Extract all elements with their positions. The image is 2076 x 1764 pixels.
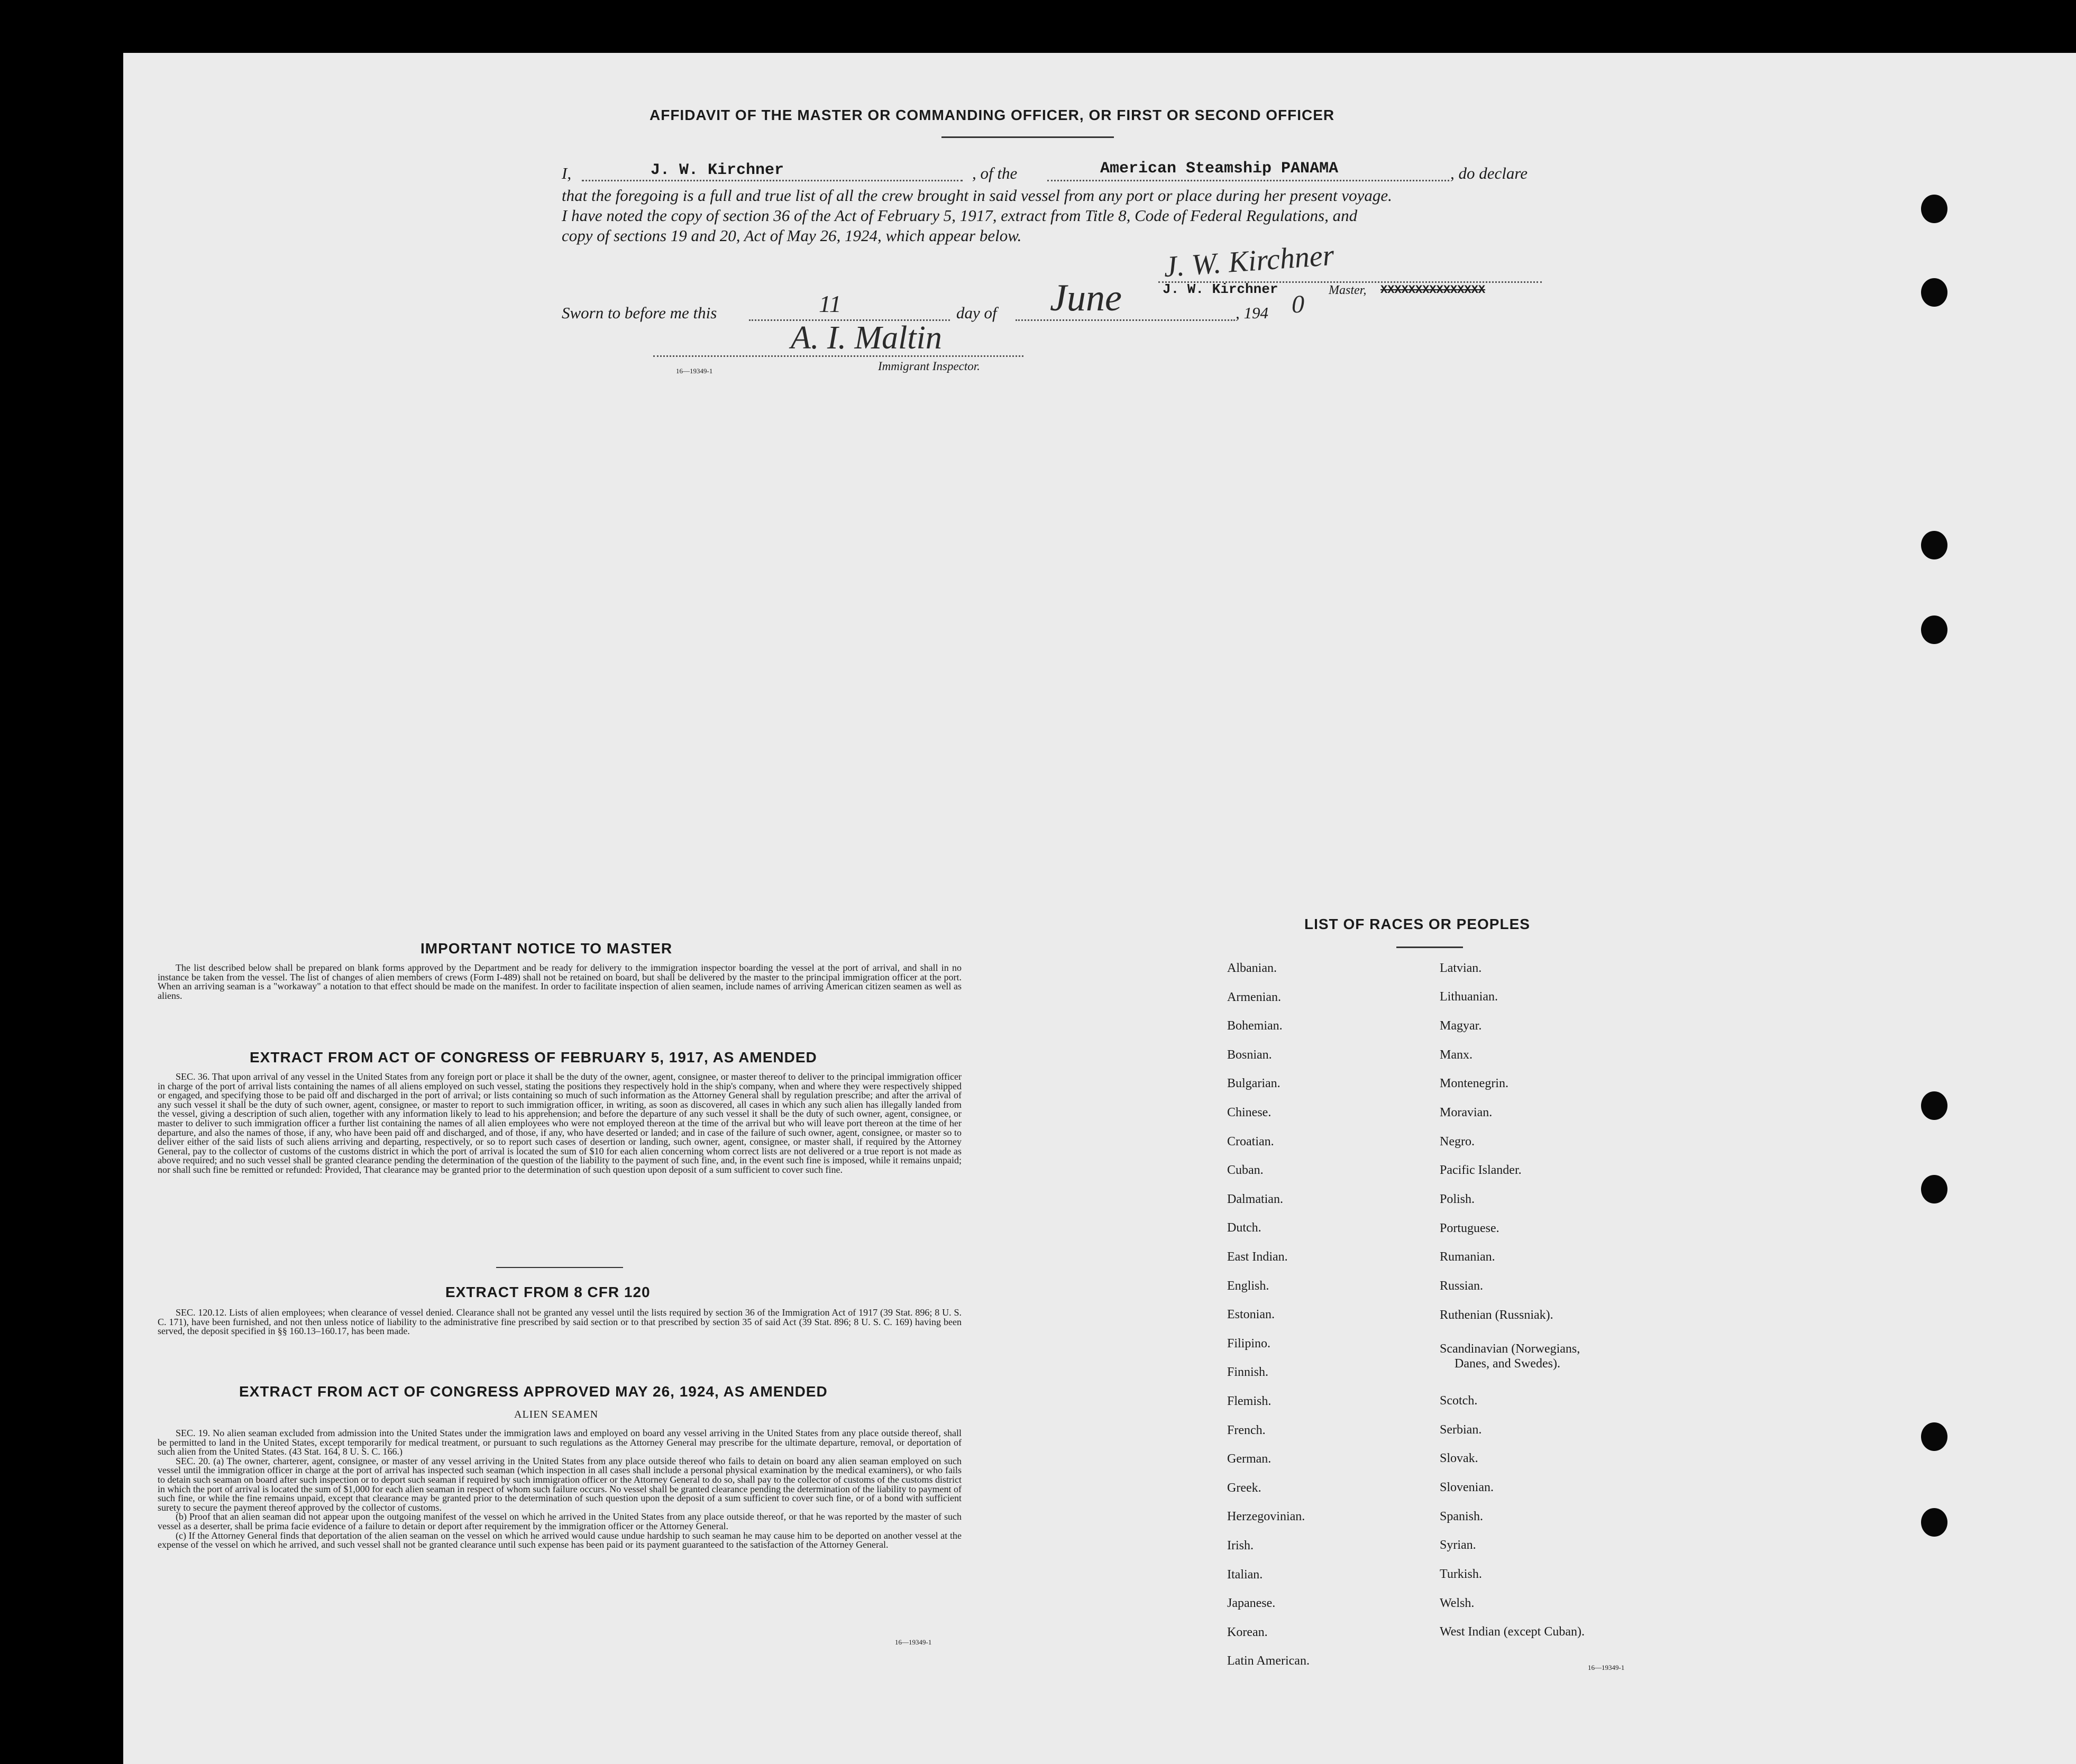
races-form-number: 16—19349-1 (1588, 1664, 1625, 1671)
race-item: Armenian. (1227, 990, 1281, 1004)
race-item: Dalmatian. (1227, 1192, 1283, 1206)
sec-19-paragraph: SEC. 19. No alien seaman excluded from admission into the United States under the immigration laws and employed on board any vessel arriving in the United States from any place outside thereof, shall be permitted to land in the United States, except temporarily for medical treatment, or pursuant to such regulations as the Attorney General may prescribe for the ultimate departure, removal, or deportation of such alien from the United States. (43 Stat. 164, 8 U. S. C. 166.) (158, 1428, 962, 1457)
sec-20a-paragraph: SEC. 20. (a) The owner, charterer, agent, consignee, or master of any vessel arriving in the United States from any place outside thereof who fails to detain on board any alien seaman employed on such vessel until the immigration officer in charge at the port of arrival has inspected such seaman (which inspection in all cases shall include a personal physical examination by the medical examiners), or who fails to detain such seaman on board after such inspection or to deport such seaman if required by such immigration officer or the Attorney General to do so, shall pay to the collector of customs of the customs district in which the port of arrival is located the sum of $1,000 for each alien seaman in respect of whom such failure occurs. No vessel shall be granted clearance pending the determination of the liability to payment of such fine, or while the fine remains unpaid, except that clearance may be granted prior to the determination of such question upon the deposit of a sum sufficient to cover such fine, or of a bond with sufficient surety to secure the payment thereof approved by the collector of customs. (158, 1455, 962, 1513)
affidavit-line-4: copy of sections 19 and 20, Act of May 26, 1924, which appear below. (562, 226, 1022, 245)
races-title: LIST OF RACES OR PEOPLES (1304, 916, 1530, 932)
inspector-line (653, 355, 1023, 357)
race-item: Serbian. (1440, 1423, 1482, 1437)
race-item: English. (1227, 1279, 1269, 1293)
vessel-line (1047, 180, 1449, 181)
races-rule (1396, 947, 1463, 948)
declarant-prefix: I, (562, 164, 572, 182)
race-item: Russian. (1440, 1279, 1484, 1293)
extract-cfr-body (158, 1308, 962, 1336)
affidavit-line-2: that the foregoing is a full and true list of all the crew brought in said vessel from any port or place during her present voyage. (562, 186, 1392, 205)
sec-120-12-paragraph: SEC. 120.12. Lists of alien employees; when clearance of vessel denied. Clearance shall not be granted any vessel until the lists required by section 36 of the Immigration Act of 1917 (39 Stat. 896; 8 U. S. C. 171), have been furnished, and not then unless notice of liability to the administrative fine prescribed by said section or to that prescribed by section 35 of said Act (39 Stat. 896; 8 U. S. C. 169) having been served, the deposit specified in §§ 160.13–160.17, has been made. (158, 1307, 962, 1337)
inspector-signature: A. I. Maltin (791, 320, 942, 356)
extract-1924-title: EXTRACT FROM ACT OF CONGRESS APPROVED MAY 26, 1924, AS AMENDED (239, 1383, 828, 1400)
master-signature: J. W. Kirchner (1163, 238, 1336, 284)
race-item: Italian. (1227, 1568, 1263, 1582)
race-item: Spanish. (1440, 1510, 1484, 1523)
race-item: French. (1227, 1423, 1266, 1437)
race-item: Scandinavian (Norwegians, (1440, 1342, 1580, 1356)
punch-hole (1921, 531, 1947, 559)
cfr-rule (496, 1267, 623, 1268)
race-item: Rumanian. (1440, 1250, 1495, 1264)
vessel-name: American Steamship PANAMA (1100, 160, 1339, 178)
struck-officer-title: XXXXXXXXXXXXXXX (1380, 283, 1486, 297)
race-item: Syrian. (1440, 1538, 1476, 1552)
race-item: Bulgarian. (1227, 1077, 1281, 1090)
punch-hole (1921, 195, 1947, 223)
race-item: Danes, and Swedes). (1455, 1357, 1560, 1371)
notice-paragraph: The list described below shall be prepared on blank forms approved by the Department and be ready for delivery to the immigration inspector boarding the vessel at the port of arrival, and shall in no instance be taken from the vessel. The list of changes of alien members of crews (Form I-489) shall not be retained on board, but shall be delivered by the master to the principal immigration officer at the port. When an arriving seaman is a "workaway" a notation to that effect should be made on the manifest. In order to facilitate inspection of alien seamen, include names of arriving American citizen seamen as well as aliens. (158, 962, 962, 1001)
race-item: Estonian. (1227, 1308, 1275, 1321)
do-declare-label: , do declare (1450, 164, 1528, 182)
race-item: Finnish. (1227, 1365, 1269, 1379)
punch-hole (1921, 1422, 1947, 1451)
extract-cfr-title: EXTRACT FROM 8 CFR 120 (445, 1284, 651, 1300)
sworn-month-line (1016, 319, 1235, 321)
notice-body (158, 963, 962, 1000)
race-item: Turkish. (1440, 1567, 1482, 1581)
race-item: Japanese. (1227, 1596, 1276, 1610)
race-item: Portuguese. (1440, 1221, 1499, 1235)
affidavit-title: AFFIDAVIT OF THE MASTER OR COMMANDING OFFICER, OR FIRST OR SECOND OFFICER (650, 107, 1335, 123)
race-item: Latvian. (1440, 961, 1482, 975)
sworn-month: June (1050, 277, 1122, 319)
race-item: Dutch. (1227, 1221, 1261, 1235)
title-rule (941, 136, 1114, 138)
alien-seamen-subtitle: ALIEN SEAMEN (514, 1409, 599, 1420)
race-item: Bosnian. (1227, 1048, 1272, 1062)
race-item: Chinese. (1227, 1106, 1272, 1119)
race-item: Cuban. (1227, 1163, 1264, 1177)
declarant-line (582, 180, 963, 181)
race-item: Filipino. (1227, 1337, 1271, 1350)
race-item: Welsh. (1440, 1596, 1475, 1610)
race-item: Magyar. (1440, 1019, 1482, 1033)
affidavit-line-3: I have noted the copy of section 36 of the Act of February 5, 1917, extract from Title 8, Code of Federal Regulations, and (562, 206, 1358, 225)
day-of-label: day of (956, 304, 997, 322)
race-item: Slovak. (1440, 1451, 1478, 1465)
extract-1917-body (158, 1072, 962, 1175)
punch-hole (1921, 1508, 1947, 1537)
inspector-label: Immigrant Inspector. (878, 360, 980, 373)
declarant-name: J. W. Kirchner (651, 161, 784, 179)
race-item: Latin American. (1227, 1654, 1310, 1668)
race-item: Negro. (1440, 1135, 1475, 1149)
race-item: Korean. (1227, 1625, 1268, 1639)
affidavit-form-number: 16—19349-1 (676, 367, 713, 375)
extract-1924-body (158, 1429, 962, 1550)
race-item: East Indian. (1227, 1250, 1288, 1264)
punch-hole (1921, 1175, 1947, 1203)
race-item: Greek. (1227, 1481, 1261, 1495)
race-item: Pacific Islander. (1440, 1163, 1522, 1177)
race-item: Ruthenian (Russniak). (1440, 1308, 1553, 1322)
punch-hole (1921, 1091, 1947, 1120)
extract-1917-title: EXTRACT FROM ACT OF CONGRESS OF FEBRUARY 5, 1917, AS AMENDED (250, 1049, 817, 1065)
race-item: Manx. (1440, 1048, 1473, 1062)
sec-20c-paragraph: (c) If the Attorney General finds that deportation of the alien seaman on the vessel on which he arrived would cause undue hardship to such seaman he may cause him to be deported on another vessel at the expense of the vessel on which he arrived, and such vessel shall not be granted clearance until such expense has been paid or its payment guaranteed to the satisfaction of the Attorney General. (158, 1530, 962, 1550)
of-the-label: , of the (972, 164, 1018, 182)
notice-form-number: 16—19349-1 (895, 1638, 932, 1646)
punch-hole (1921, 278, 1947, 307)
race-item: West Indian (except Cuban). (1440, 1625, 1585, 1639)
sworn-label: Sworn to before me this (562, 304, 717, 322)
sworn-day: 11 (819, 290, 842, 317)
sec-20b-paragraph: (b) Proof that an alien seaman did not appear upon the outgoing manifest of the vessel on which he arrived in the United States from any place outside thereof, or that he was reported by the master of such vessel as a deserter, shall be prima facie evidence of a failure to detain or deport after requirement by the immigration officer or the Attorney General. (158, 1511, 962, 1531)
master-label: Master, (1329, 283, 1367, 297)
race-item: Moravian. (1440, 1106, 1493, 1119)
race-item: Bohemian. (1227, 1019, 1283, 1033)
race-item: Herzegovinian. (1227, 1510, 1305, 1523)
race-item: German. (1227, 1452, 1272, 1466)
notice-title: IMPORTANT NOTICE TO MASTER (420, 940, 673, 957)
year-digit: 0 (1292, 290, 1304, 318)
race-item: Polish. (1440, 1192, 1475, 1206)
race-item: Scotch. (1440, 1394, 1478, 1408)
race-item: Albanian. (1227, 961, 1277, 975)
sec-36-paragraph: SEC. 36. That upon arrival of any vessel in the United States from any foreign port or place it shall be the duty of the owner, agent, consignee, or master thereof to deliver to the principal immigration officer in charge of the port of arrival lists containing the names of all aliens employed on such vessel, stating the positions they respectively hold in the ship's company, when and where they were respectively shipped or engaged, and specifying those to be paid off and discharged in the port of arrival; or lists containing so much of such information as the Attorney General shall by regulation prescribe; and after the arrival of any such vessel it shall be the duty of such owner, agent, consignee, or master to report to such immigration officer, in writing, as soon as discovered, all cases in which any such alien has illegally landed from the vessel, giving a description of such alien, together with any information likely to lead to his apprehension; and before the departure of any such vessel it shall be the duty of such owner, agent, consignee, or master to deliver to such immigration officer a further list containing the names of all alien employees who were not employed thereon at the time of the arrival but who will leave port thereon at the time of her departure, and also the names of those, if any, who have been paid off and discharged, and of those, if any, who have deserted or landed; and in case of the failure of such owner, agent, consignee, or master so to deliver either of the said lists of such aliens arriving and departing, respectively, or so to report such cases of desertion or landing, such owner, agent, consignee, or master shall, if required by the Attorney General, pay to the collector of customs of the customs district in which the port of arrival is located the sum of $10 for each alien concerning whom correct lists are not delivered or a true report is not made as above required; and no such vessel shall be granted clearance pending the determination of the question of the liability to the payment of such fine, and, in the event such fine is imposed, while it remains unpaid; nor shall such fine be remitted or refunded: Provided, That clearance may be granted prior to the determination of such question upon deposit of a sum sufficient to cover such fine. (158, 1071, 962, 1175)
race-item: Slovenian. (1440, 1481, 1494, 1494)
race-item: Irish. (1227, 1539, 1254, 1552)
year-prefix: , 194 (1236, 304, 1268, 322)
race-item: Lithuanian. (1440, 990, 1498, 1004)
punch-hole (1921, 615, 1947, 644)
race-item: Croatian. (1227, 1135, 1274, 1149)
master-typed-name: J. W. Kirchner (1163, 281, 1278, 297)
race-item: Flemish. (1227, 1394, 1272, 1408)
race-item: Montenegrin. (1440, 1077, 1508, 1090)
